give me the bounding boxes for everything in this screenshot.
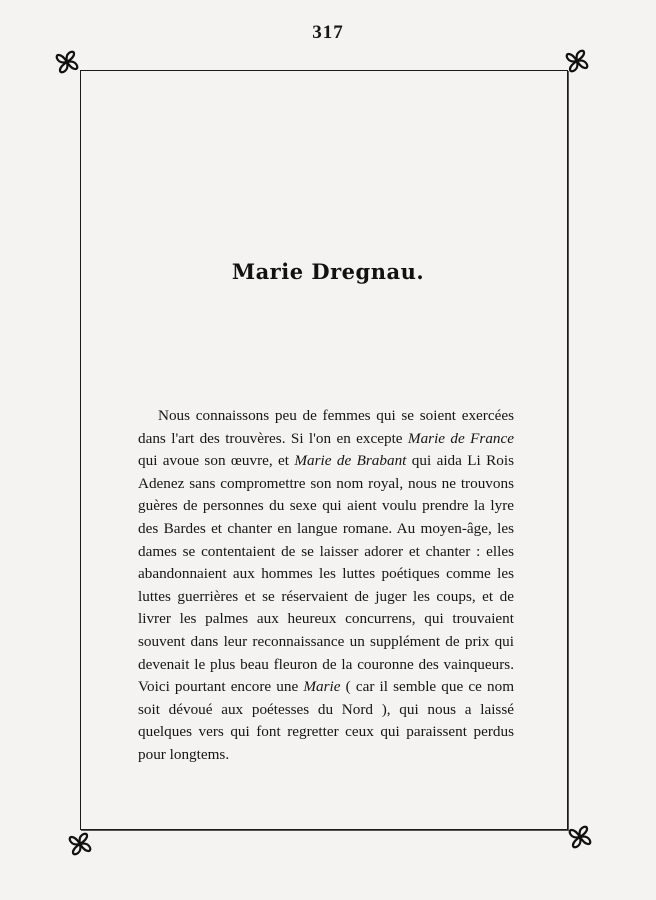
italic-name: Marie de France bbox=[407, 429, 514, 447]
italic-name: Marie bbox=[303, 678, 341, 696]
page-number: 317 bbox=[312, 22, 344, 43]
text-run: qui avoue son œuvre, et bbox=[138, 452, 295, 470]
ornament-corner-icon bbox=[65, 829, 95, 859]
ornament-corner-icon bbox=[565, 822, 595, 852]
italic-name: Marie de Brabant bbox=[294, 452, 407, 470]
page-title: Marie Dregnau. bbox=[231, 259, 425, 284]
body-text bbox=[138, 405, 514, 767]
text-run: qui aida Li Rois Adenez sans compromettre son nom royal, nous ne trouvons guères de personnes du sexe qui aient voulu prendre la lyre des Bardes et chanter en langue romane. Au moyen-âge, les dames se contentaient de se laisser adorer et chanter : elles abandonnaient aux hommes les luttes poétiques comme les luttes guerrières et se réservaient de juger les coups, et de livrer les palmes aux heureux concurrens, qui trouvaient souvent dans leur reconnaissance un supplément de prix qui devenait le plus beau fleuron de la couronne des vainqueurs. Voici pourtant encore une bbox=[138, 452, 514, 696]
text-run: ( car il semble que ce nom soit dévoué aux poétesses du Nord ), qui nous a laissé quelques vers qui font regretter ceux qui paraissent perdus pour longtems. bbox=[138, 678, 515, 763]
ornament-corner-icon bbox=[52, 47, 82, 77]
paragraph bbox=[138, 405, 514, 767]
text-run: Nous connaissons peu de femmes qui se soient exercées dans l'art des trouvères. Si l'on en excepte bbox=[138, 407, 514, 447]
